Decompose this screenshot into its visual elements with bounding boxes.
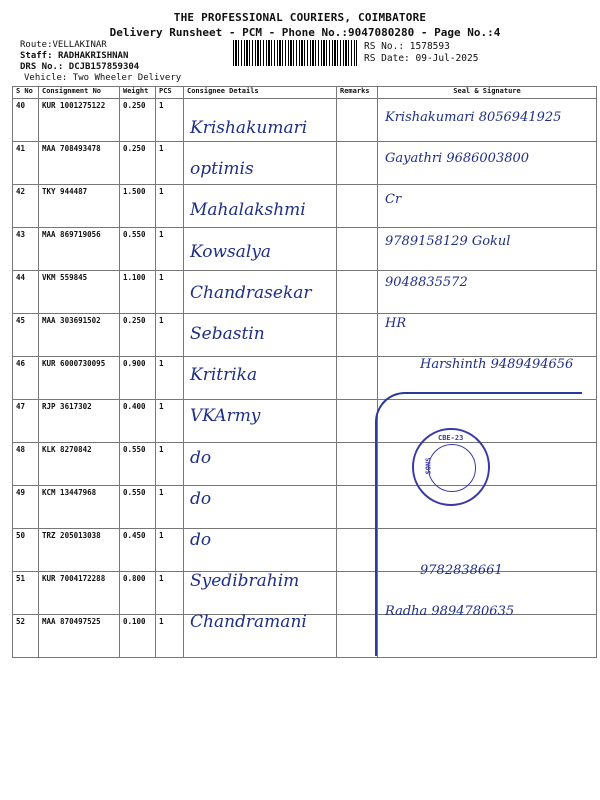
row-sno: 41 — [13, 142, 39, 185]
row-consignment-no: MAA 303691502 — [39, 314, 120, 357]
table-row — [13, 314, 597, 357]
col-sno: S No — [13, 87, 39, 99]
row-remarks-cell — [337, 142, 378, 185]
handwritten-consignee-name: Kowsalya — [190, 241, 272, 262]
vehicle-line — [24, 73, 181, 83]
row-remarks-cell — [337, 185, 378, 228]
handwritten-consignee-name: Kritrika — [190, 365, 258, 386]
handwritten-signature: 9782838661 — [420, 563, 503, 579]
handwritten-consignee-name: Sebastin — [190, 324, 265, 344]
row-pcs: 1 — [156, 271, 184, 314]
stamp-side-text: SONS — [424, 457, 433, 475]
table-header-row — [13, 87, 597, 99]
col-weight: Weight — [120, 87, 156, 99]
col-pcs: PCS — [156, 87, 184, 99]
route-value: VELLAKINAR — [52, 40, 107, 50]
row-pcs: 1 — [156, 615, 184, 658]
vehicle-label: Vehicle: — [24, 73, 68, 83]
row-weight: 0.800 — [120, 572, 156, 615]
row-weight: 0.900 — [120, 357, 156, 400]
handwritten-signature: HR — [385, 316, 407, 331]
row-consignment-no: MAA 708493478 — [39, 142, 120, 185]
rs-date-line — [364, 53, 478, 64]
row-remarks-cell — [337, 357, 378, 400]
row-sno: 45 — [13, 314, 39, 357]
col-consignment: Consignment No — [39, 87, 120, 99]
handwritten-consignee-name: do — [190, 447, 212, 468]
row-consignment-no: MAA 869719056 — [39, 228, 120, 271]
row-sno: 46 — [13, 357, 39, 400]
handwritten-consignee-name: Syedibrahim — [190, 571, 300, 592]
row-pcs: 1 — [156, 529, 184, 572]
row-weight: 1.100 — [120, 271, 156, 314]
route-label: Route: — [20, 40, 53, 50]
handwritten-signature: Gayathri 9686003800 — [385, 151, 530, 167]
col-consignee: Consignee Details — [184, 87, 337, 99]
row-pcs: 1 — [156, 572, 184, 615]
row-weight: 0.250 — [120, 314, 156, 357]
rs-date-label: RS Date: — [364, 53, 410, 64]
row-sno: 42 — [13, 185, 39, 228]
row-sno: 51 — [13, 572, 39, 615]
row-sno: 52 — [13, 615, 39, 658]
rs-no-line — [364, 41, 450, 52]
col-remarks: Remarks — [337, 87, 378, 99]
handwritten-consignee-name: Chandrasekar — [190, 282, 312, 303]
row-weight: 0.550 — [120, 443, 156, 486]
col-signature: Seal & Signature — [378, 87, 597, 99]
row-remarks-cell — [337, 486, 378, 529]
row-consignment-no: KLK 8270842 — [39, 443, 120, 486]
row-pcs: 1 — [156, 486, 184, 529]
row-remarks-cell — [337, 529, 378, 572]
row-pcs: 1 — [156, 443, 184, 486]
row-consignment-no: TKY 944487 — [39, 185, 120, 228]
row-pcs: 1 — [156, 142, 184, 185]
handwritten-signature: 9048835572 — [385, 274, 468, 290]
row-weight: 0.250 — [120, 99, 156, 142]
drs-label: DRS No.: — [20, 62, 64, 72]
row-pcs: 1 — [156, 185, 184, 228]
row-sno: 48 — [13, 443, 39, 486]
handwritten-consignee-name: Mahalakshmi — [190, 200, 306, 221]
handwritten-signature: Krishakumari 8056941925 — [385, 110, 562, 125]
row-consignment-no: MAA 870497525 — [39, 615, 120, 658]
staff-label: Staff: — [20, 51, 53, 61]
handwritten-consignee-name: Chandramani — [190, 612, 307, 633]
row-pcs: 1 — [156, 99, 184, 142]
row-remarks-cell — [337, 99, 378, 142]
row-pcs: 1 — [156, 314, 184, 357]
row-sno: 47 — [13, 400, 39, 443]
row-pcs: 1 — [156, 400, 184, 443]
barcode-image — [233, 40, 357, 66]
handwritten-consignee-name: VKArmy — [190, 406, 261, 427]
row-signature-cell — [378, 185, 597, 228]
stamp-top-text: CBE-23 — [438, 434, 464, 442]
row-consignment-no: KCM 13447968 — [39, 486, 120, 529]
drs-value: DCJB157859304 — [68, 62, 140, 72]
row-weight: 0.100 — [120, 615, 156, 658]
row-weight: 0.550 — [120, 486, 156, 529]
rs-date-value: 09-Jul-2025 — [415, 53, 479, 64]
row-weight: 0.450 — [120, 529, 156, 572]
runsheet-subtitle: Delivery Runsheet - PCM - Phone No.:9047080280 - Page No.:4 — [109, 26, 501, 39]
staff-value: RADHAKRISHNAN — [57, 51, 129, 61]
rs-no-value: 1578593 — [409, 41, 450, 52]
row-remarks-cell — [337, 572, 378, 615]
rs-no-label: RS No.: — [364, 41, 405, 52]
drs-line — [20, 62, 139, 72]
row-remarks-cell — [337, 400, 378, 443]
row-consignment-no: KUR 6000730095 — [39, 357, 120, 400]
row-remarks-cell — [337, 314, 378, 357]
signature-bracket — [375, 392, 582, 656]
row-remarks-cell — [337, 228, 378, 271]
row-consignment-no: KUR 7004172288 — [39, 572, 120, 615]
row-weight: 0.400 — [120, 400, 156, 443]
staff-line — [20, 51, 128, 61]
handwritten-signature: Cr — [385, 192, 402, 208]
handwritten-consignee-name: do — [190, 530, 212, 550]
row-consignment-no: VKM 559845 — [39, 271, 120, 314]
vehicle-value: Two Wheeler Delivery — [72, 73, 182, 83]
row-weight: 0.550 — [120, 228, 156, 271]
row-consignment-no: RJP 3617302 — [39, 400, 120, 443]
row-sno: 44 — [13, 271, 39, 314]
row-sno: 50 — [13, 529, 39, 572]
row-consignment-no: TRZ 205013038 — [39, 529, 120, 572]
handwritten-consignee-name: do — [190, 488, 212, 509]
handwritten-consignee-name: Krishakumari — [190, 118, 308, 138]
row-consignment-no: KUR 1001275122 — [39, 99, 120, 142]
handwritten-consignee-name: optimis — [190, 159, 254, 180]
row-sno: 40 — [13, 99, 39, 142]
row-pcs: 1 — [156, 228, 184, 271]
row-remarks-cell — [337, 271, 378, 314]
row-remarks-cell — [337, 615, 378, 658]
row-pcs: 1 — [156, 357, 184, 400]
seal-stamp — [412, 428, 490, 506]
route-line — [20, 40, 107, 50]
runsheet-title: THE PROFESSIONAL COURIERS, COIMBATORE — [173, 11, 427, 24]
row-signature-cell — [378, 314, 597, 357]
row-sno: 49 — [13, 486, 39, 529]
row-sno: 43 — [13, 228, 39, 271]
row-remarks-cell — [337, 443, 378, 486]
handwritten-signature: Radha 9894780635 — [385, 604, 515, 620]
row-weight: 0.250 — [120, 142, 156, 185]
row-weight: 1.500 — [120, 185, 156, 228]
handwritten-signature: Harshinth 9489494656 — [420, 357, 574, 373]
handwritten-signature: 9789158129 Gokul — [385, 233, 511, 249]
